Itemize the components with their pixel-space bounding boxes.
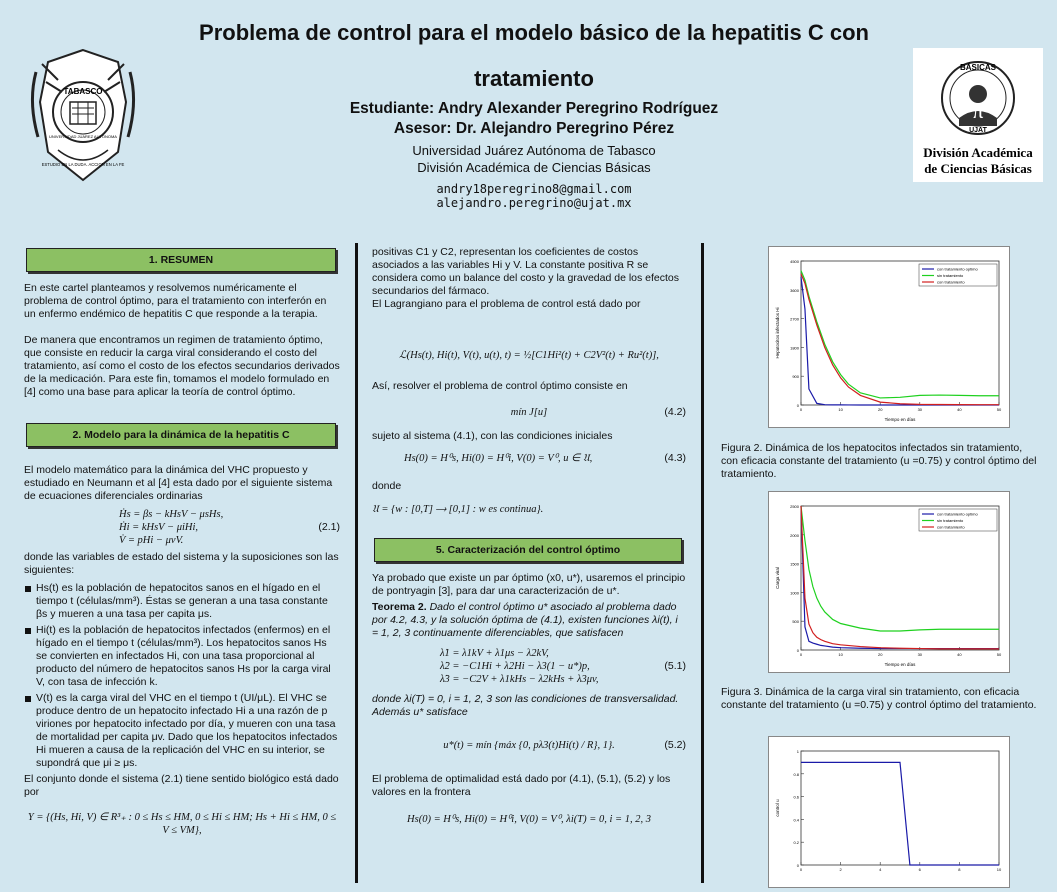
email-student: andry18peregrino8@gmail.com — [436, 182, 632, 196]
section-modelo-header: 2. Modelo para la dinámica de la hepatitis C — [26, 423, 336, 447]
x-tick-label: 50 — [996, 407, 1002, 412]
theorem-label: Teorema 2. — [372, 601, 427, 613]
section-resumen-header: 1. RESUMEN — [26, 248, 336, 272]
equation-control-set: 𝔘 = {w : [0,T] ⟶ [0,1] : w es continua}. — [372, 504, 544, 515]
x-tick-label: 0 — [799, 652, 803, 657]
x-tick-label: 0 — [799, 407, 803, 412]
eq-4-2-body: mín J[u] — [510, 407, 548, 418]
division-logo-top-text: BÁSICAS — [959, 63, 997, 72]
col2-paragraph-2: El Lagrangiano para el problema de control está dado por — [372, 298, 641, 310]
y-tick-label: 900 — [792, 374, 799, 380]
figure-3 — [768, 491, 1010, 673]
seal-ring-text: UNIVERSIDAD JUAREZ AUTONOMA — [49, 134, 117, 139]
x-tick-label: 40 — [957, 652, 962, 657]
equation-upsilon-set: Υ = {(Hs, Hi, V) ∈ R³₊ : 0 ≤ Hs ≤ HM, 0 ≤ Hi ≤ HM; Hs + Hi ≤ HM, 0 ≤ V ≤ VM}, — [27, 812, 337, 836]
y-tick-label: 0.6 — [793, 794, 799, 800]
equation-5-2 — [372, 739, 686, 753]
x-axis-label: Tiempo en días — [884, 417, 916, 422]
x-tick-label: 50 — [996, 652, 1002, 657]
theorem-2 — [372, 601, 686, 640]
y-tick-label: 4500 — [790, 259, 799, 264]
modelo-paragraph-1: El modelo matemático para la dinámica del VHC propuesto y estudiado en Neumann et al [4] esta dado por el siguiente sistema de ecuaciones diferenciales ordinarias — [24, 464, 333, 502]
x-tick-label: 8 — [958, 867, 961, 872]
y-tick-label: 0.4 — [793, 817, 799, 823]
x-tick-label: 10 — [838, 652, 843, 657]
seal-tabasco-text: TABASCO — [63, 87, 103, 96]
eq-5-2-body: u*(t) = mín {máx {0, pλ3(t)Hi(t) / R}, 1}. — [443, 740, 615, 751]
y-tick-label: 0.8 — [793, 771, 799, 777]
x-tick-label: 30 — [917, 652, 923, 657]
eq-2-1-number: (2.1) — [318, 521, 340, 533]
col2-paragraph-4: sujeto al sistema (4.1), con las condiciones iniciales — [372, 430, 613, 442]
figure-2 — [768, 246, 1010, 428]
eq-2-1-line3: V̇ = pHi − μvV. — [119, 535, 184, 546]
column-separator-1 — [355, 243, 358, 883]
x-tick-label: 30 — [917, 407, 923, 412]
col2-paragraph-7: donde λi(T) = 0, i = 1, 2, 3 son las condiciones de transversalidad. — [372, 693, 679, 705]
y-axis-label: Carga viral — [775, 567, 780, 589]
legend-entry: sin tratamiento — [937, 518, 964, 523]
col2-paragraph-6: Ya probado que existe un par óptimo (x0, u*), usaremos el principio de pontryagin [3], para dar una caracterización de u*. — [372, 572, 686, 597]
x-tick-label: 4 — [879, 867, 882, 872]
legend-entry: sin tratamiento — [937, 273, 964, 278]
col2-paragraph-5: donde — [372, 480, 402, 492]
x-tick-label: 10 — [838, 407, 843, 412]
y-axis-label: Hepatocitos infectados Hi — [775, 307, 780, 359]
y-tick-label: 2000 — [790, 532, 799, 538]
y-tick-label: 1000 — [790, 590, 799, 596]
y-tick-label: 2700 — [790, 316, 799, 322]
advisor-name: Asesor: Dr. Alejandro Peregrino Pérez — [393, 120, 675, 137]
y-tick-label: 0 — [796, 648, 799, 653]
equation-4-2 — [372, 406, 686, 420]
y-tick-label: 0.2 — [793, 840, 799, 846]
seal-graphic-icon — [28, 42, 138, 188]
pi-glyph: π — [972, 98, 984, 123]
y-axis-label: control u — [775, 799, 780, 817]
division-logo-line2: de Ciencias Básicas — [924, 161, 1032, 176]
y-tick-label: 2500 — [790, 504, 799, 509]
resumen-paragraph-1: En este cartel planteamos y resolvemos numéricamente el problema de control óptimo, para el tratamiento con interferón en un enfermo endémico de hepatitis C que responde a la terapia. — [24, 282, 327, 320]
x-tick-label: 20 — [877, 652, 883, 657]
y-tick-label: 500 — [792, 619, 799, 625]
legend-entry: con tratamiento optimo — [937, 266, 978, 272]
y-tick-label: 1800 — [790, 345, 799, 351]
division-logo-line1: División Académica — [923, 145, 1033, 160]
equation-lagrangian: ℒ(Hs(t), Hi(t), V(t), u(t), t) = ½[C1Hi²(t) + C2V²(t) + Ru²(t)], — [399, 350, 659, 361]
eq-4-3-body: Hs(0) = H⁰s, Hi(0) = H⁰i, V(0) = V⁰, u ∈ 𝔘, — [404, 453, 593, 464]
equation-2-1 — [24, 508, 340, 548]
legend-entry: con tratamiento — [937, 279, 965, 285]
equation-5-1 — [372, 647, 686, 687]
x-tick-label: 0 — [799, 867, 803, 872]
x-tick-label: 6 — [918, 867, 921, 872]
eq-2-1-line1: Ḣs = βs − kHsV − μsHs, — [119, 509, 224, 520]
x-tick-label: 2 — [839, 867, 842, 872]
theorem-text: Dado el control óptimo u* asociado al problema dado por 4.2, 4.3, y la solución óptima de (4.1), existen funciones λi(t), i = 1, 2, 3 continuamente diferenciables, que satisfacen — [372, 601, 678, 639]
division-emblem-icon — [913, 48, 1043, 182]
eq-5-1-line3: λ̇3 = −C2V + λ1kHs − λ2kHs + λ3μv, — [440, 674, 599, 685]
state-variables-list — [24, 582, 340, 770]
x-tick-label: 10 — [996, 867, 1002, 872]
legend-entry: con tratamiento — [937, 524, 965, 530]
poster-title-line1: Problema de control para el modelo básico de la hepatitis C con — [199, 20, 869, 45]
figure-3-caption: Figura 3. Dinámica de la carga viral sin tratamiento, con eficacia constante del tratamiento (u =0.75) y control óptimo del tratamiento. — [721, 686, 1037, 711]
col2-paragraph-8: Además u* satisface — [372, 706, 468, 718]
eq-5-1-line2: λ̇2 = −C1Hi + λ2Hi − λ3(1 − u*)p, — [440, 661, 590, 672]
eq-5-2-number: (5.2) — [664, 739, 686, 751]
division-logo-ujat: UJAT — [969, 127, 987, 134]
col2-paragraph-9: El problema de optimalidad está dado por (4.1), (5.1), (5.2) y los valores en la frontera — [372, 773, 671, 798]
figure-2-caption: Figura 2. Dinámica de los hepatocitos infectados sin tratamiento, con eficacia constante del tratamiento (u =0.75) y control óptimo del tratamiento. — [721, 442, 1037, 480]
column-left — [24, 246, 340, 837]
col2-paragraph-3: Así, resolver el problema de control óptimo consiste en — [372, 380, 628, 392]
division-name: División Académica de Ciencias Básicas — [417, 160, 651, 175]
chart-viral-load — [769, 492, 1009, 672]
col2-paragraph-1: positivas C1 y C2, representan los coeficientes de costos asociados a las variables Hi y V. La constante positiva R se considera como un balance del costo y la gravedad de los efectos secundarios del fármaco. — [372, 246, 680, 297]
seal-motto-text: ESTUDIO EN LA DUDA. ACCION EN LA FE — [41, 162, 125, 167]
y-tick-label: 1500 — [790, 561, 799, 567]
x-axis-label: Tiempo en días — [884, 662, 916, 667]
modelo-paragraph-3: El conjunto donde el sistema (2.1) tiene sentido biológico está dado por — [24, 773, 339, 798]
modelo-paragraph-2: donde las variables de estado del sistema y la suposiciones son las siguientes: — [24, 551, 339, 576]
chart-infected-hepatocytes — [769, 247, 1009, 427]
university-seal-logo — [28, 42, 138, 188]
equation-boundary-values: Hs(0) = H⁰s, Hi(0) = H⁰i, V(0) = V⁰, λi(T) = 0, i = 1, 2, 3 — [407, 814, 651, 825]
x-tick-label: 40 — [957, 407, 962, 412]
eq-4-2-number: (4.2) — [664, 406, 686, 418]
equation-4-3 — [372, 452, 686, 466]
division-logo — [913, 48, 1043, 182]
eq-5-1-line1: λ̇1 = λ1kV + λ1μs − λ2kV, — [440, 648, 549, 659]
section-control-header: 5. Caracterización del control óptimo — [374, 538, 682, 562]
student-name: Estudiante: Andry Alexander Peregrino Rodríguez — [349, 100, 719, 117]
y-tick-label: 1 — [796, 749, 799, 754]
resumen-paragraph-2: De manera que encontramos un regimen de tratamiento óptimo, que consiste en reducir la carga viral considerando el costo del tratamiento, así como el costo de los efectos secundarios derivados de la medicación. Para este fin, tomamos el modelo formulado en [4] como una base para aplicar la teoría de control óptimo. — [24, 334, 340, 398]
y-tick-label: 0 — [796, 863, 799, 868]
y-tick-label: 0 — [796, 403, 799, 408]
eq-4-3-number: (4.3) — [664, 452, 686, 464]
list-item: V(t) es la carga viral del VHC en el tiempo t (UI/μL). El VHC se produce dentro de un hepatocito infectado Hi a una razón de p viriones por hepatocito infectado por día, y mueren con una tasa de mortalidad per capita μv. Dado que los hepatocitos infectados Hi mueren a causa de la replicación del VHC en su interior, se supondrá que μi ≥ μs. — [36, 692, 340, 770]
eq-2-1-line2: Ḣi = kHsV − μiHi, — [119, 522, 199, 533]
list-item: Hs(t) es la población de hepatocitos sanos en el hígado en el tiempo t (células/mm³). Éstas se generan a una tasa constante βs y mueren a una tasa per capita μs. — [36, 582, 340, 621]
column-middle — [372, 246, 686, 826]
legend-entry: con tratamiento optimo — [937, 511, 978, 517]
poster-title-line2: tratamiento — [474, 66, 594, 91]
chart-control — [769, 737, 1009, 887]
eq-5-1-number: (5.1) — [664, 660, 686, 672]
email-advisor: alejandro.peregrino@ujat.mx — [436, 196, 632, 210]
x-tick-label: 20 — [877, 407, 883, 412]
column-separator-2 — [701, 243, 704, 883]
list-item: Hi(t) es la población de hepatocitos infectados (enfermos) en el hígado en el tiempo t (células/mm³). Los hepatocitos sanos Hs se convierten en infectados Hi, con una tasa proporcional al producto del número de hepatocitos sanos Hs por la carga viral V, con tasa de infección k. — [36, 624, 340, 689]
university-name: Universidad Juárez Autónoma de Tabasco — [412, 143, 656, 158]
figure-4 — [768, 736, 1010, 888]
y-tick-label: 3600 — [790, 287, 799, 293]
